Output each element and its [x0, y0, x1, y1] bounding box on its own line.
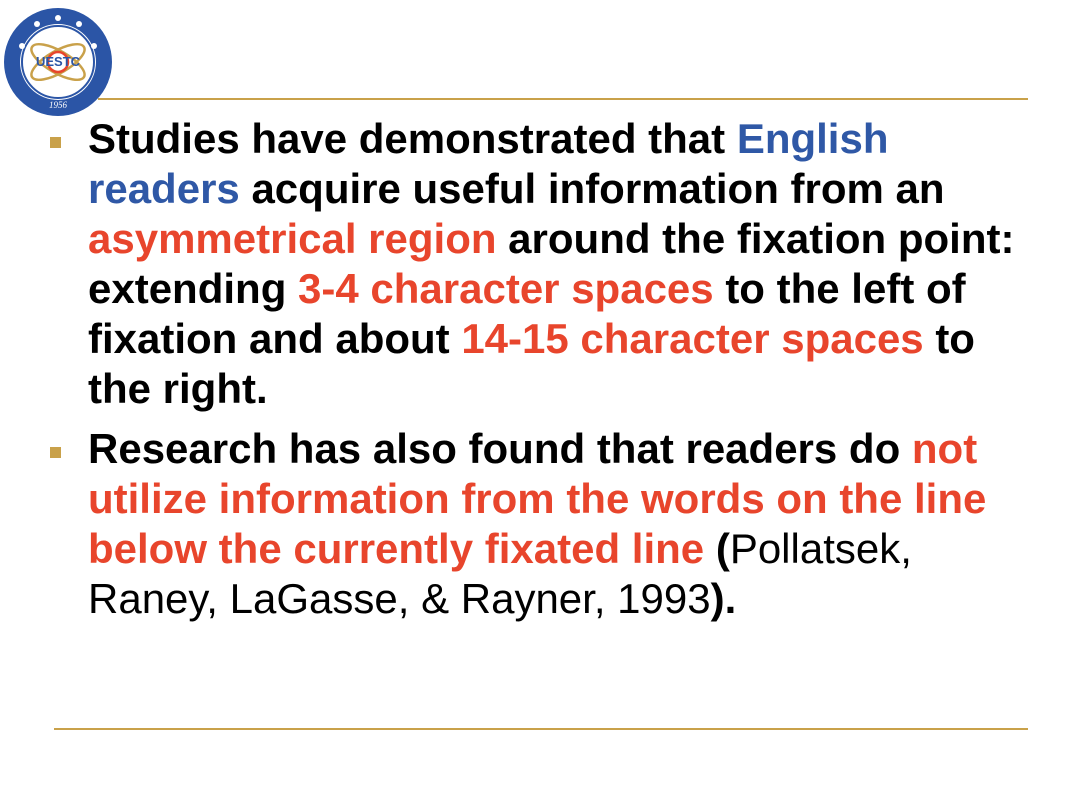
citation-open-paren: ( — [715, 525, 730, 572]
university-logo — [2, 6, 114, 118]
bullet-list — [40, 114, 1030, 624]
square-bullet-icon — [50, 447, 61, 458]
svg-text:1956: 1956 — [49, 100, 67, 110]
text-segment: acquire useful information from an — [239, 165, 945, 212]
highlight-line-below: not utilize information from the words on the line below the currently fixated line — [88, 425, 987, 572]
text-segment: around the fixation point: extending — [88, 215, 1015, 312]
text-segment: Studies have demonstrated that — [88, 115, 737, 162]
citation-close-paren: ). — [710, 575, 737, 622]
bullet-item — [40, 424, 1030, 624]
highlight-left-span: 3-4 character spaces — [298, 265, 714, 312]
text-segment — [704, 525, 716, 572]
header-divider — [98, 98, 1028, 100]
highlight-english-readers: English readers — [88, 115, 889, 212]
svg-text:UESTC: UESTC — [35, 54, 81, 69]
uestc-seal-icon — [2, 6, 114, 118]
citation-text: Pollatsek, Raney, LaGasse, & Rayner, 1993 — [88, 525, 912, 622]
text-segment: to the left of fixation and about — [88, 265, 966, 362]
text-segment: Research has also found that readers do — [88, 425, 912, 472]
square-bullet-icon — [50, 137, 61, 148]
highlight-right-span: 14-15 character spaces — [461, 315, 924, 362]
text-segment: to the right. — [88, 315, 975, 412]
bullet-item — [40, 114, 1030, 414]
footer-divider — [54, 728, 1028, 730]
highlight-asymmetrical-region: asymmetrical region — [88, 215, 497, 262]
